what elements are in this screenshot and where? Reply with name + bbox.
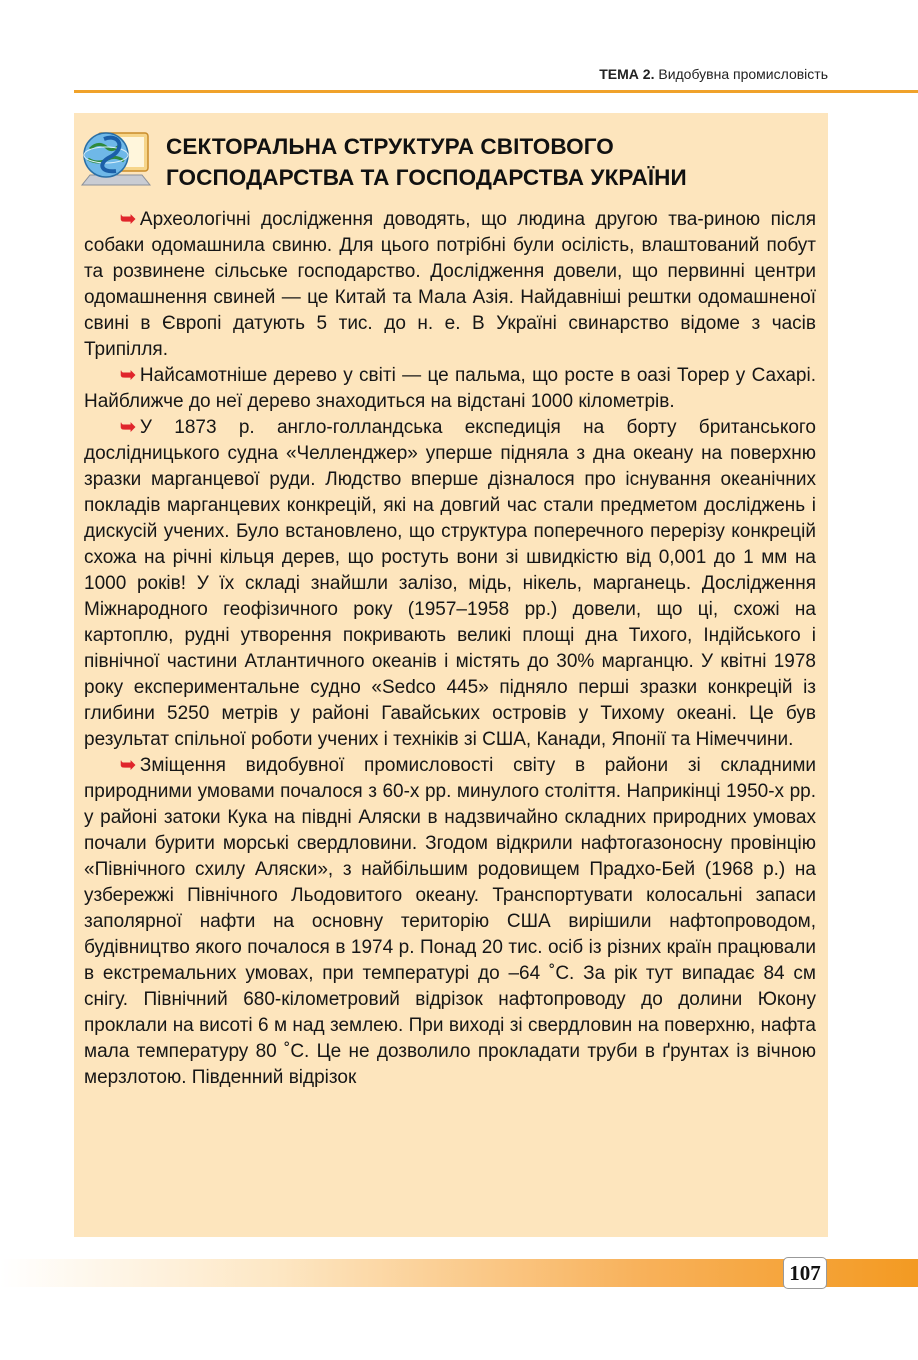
paragraph-2-text: Найсамотніше дерево у світі — це пальма, що росте в оазі Торер у Сахарі. Найближче до неї дерево знаходиться на відстані 1000 кілометрів. [84,365,816,412]
page-number: 107 [783,1257,827,1289]
paragraph-1 [84,207,816,363]
red-arrow-icon: ➥ [120,417,136,438]
paragraph-4 [84,753,816,1091]
header-rule [74,90,918,93]
paragraph-3 [84,415,816,753]
red-arrow-icon: ➥ [120,755,136,776]
topic-label: ТЕМА 2. [599,66,655,82]
globe-computer-icon [80,125,152,191]
paragraph-3-text: У 1873 р. англо-голландська експедиція на борту британського дослідницького судна «Челленджер» уперше підняла з дна океану на поверхню зразки марганцевої руди. Людство вперше дізналося про існування океанічних покладів марганцевих конкрецій, які на довгий час стали предметом досліджень і дискусій учених. Було встановлено, що структура поперечного перерізу конкрецій схожа на річні кільця дерев, що ростуть вони зі швидкістю від 0,001 до 1 мм на 1000 років! У їх складі знайшли залізо, мідь, нікель, марганець. Дослідження Міжнародного геофізичного року (1957–1958 рр.) довели, що ці, схожі на картоплю, рудні утворення покривають великі площі дна Тихого, Індійського і північної частини Атлантичного океанів і містять до 30% марганцю. У квітні 1978 року експериментальне судно «Sedco 445» підняло перші зразки конкрецій із глибини 5250 метрів у районі Гавайських островів у Тихому океані. Це був результат спільної роботи учених і техніків зі США, Канади, Японії та Німеччини. [84,417,816,750]
paragraph-1-text: Археологічні дослідження доводять, що людина другою тва-риною після собаки одомашнила свиню. Для цього потрібні були осілість, влаштований побут та розвинене сільське господарство. Дослідження довели, що первинні центри одомашнення свиней — це Китай та Мала Азія. Найдавніші рештки одомашненої свині в Європі датують 5 тис. до н. е. В Україні свинарство відоме з часів Трипілля. [84,209,816,360]
red-arrow-icon: ➥ [120,209,136,230]
topic-title: Видобувна промисловість [658,66,828,82]
section-title [166,131,816,193]
section-title-line-2: ГОСПОДАРСТВА ТА ГОСПОДАРСТВА УКРАЇНИ [166,165,687,190]
red-arrow-icon: ➥ [120,365,136,386]
paragraph-4-text: Зміщення видобувної промисловості світу в райони зі складними природними умовами почалося з 60-х рр. минулого століття. Наприкінці 1950-х рр. у районі затоки Кука на півдні Аляски в надзвичайно складних природних умовах почали бурити морські свердловини. Згодом відкрили нафтогазоносну провінцію «Північного схилу Аляски», з найбільшим родовищем Прадхо-Бей (1968 р.) на узбережжі Північного Льодовитого океану. Транспортувати колосальні запаси заполярної нафти на основну територію США вирішили нафтопроводом, будівництво якого почалося в 1974 р. Понад 20 тис. осіб із різних країн працювали в екстремальних умовах, при температурі до –64 ˚С. За рік тут випадає 84 см снігу. Північний 680-кілометровий відрізок нафтопроводу до долини Юкону проклали на висоті 6 м над землею. При виході зі свердловин на поверхню, нафта мала температуру 80 ˚С. Це не дозволило прокладати труби в ґрунтах із вічною мерзлотою. Південний відрізок [84,755,816,1088]
running-head [599,66,828,82]
section-title-line-1: СЕКТОРАЛЬНА СТРУКТУРА СВІТОВОГО [166,134,614,159]
footer-band [0,1259,918,1287]
paragraph-2 [84,363,816,415]
info-panel [74,113,828,1237]
body-text [84,207,816,1091]
